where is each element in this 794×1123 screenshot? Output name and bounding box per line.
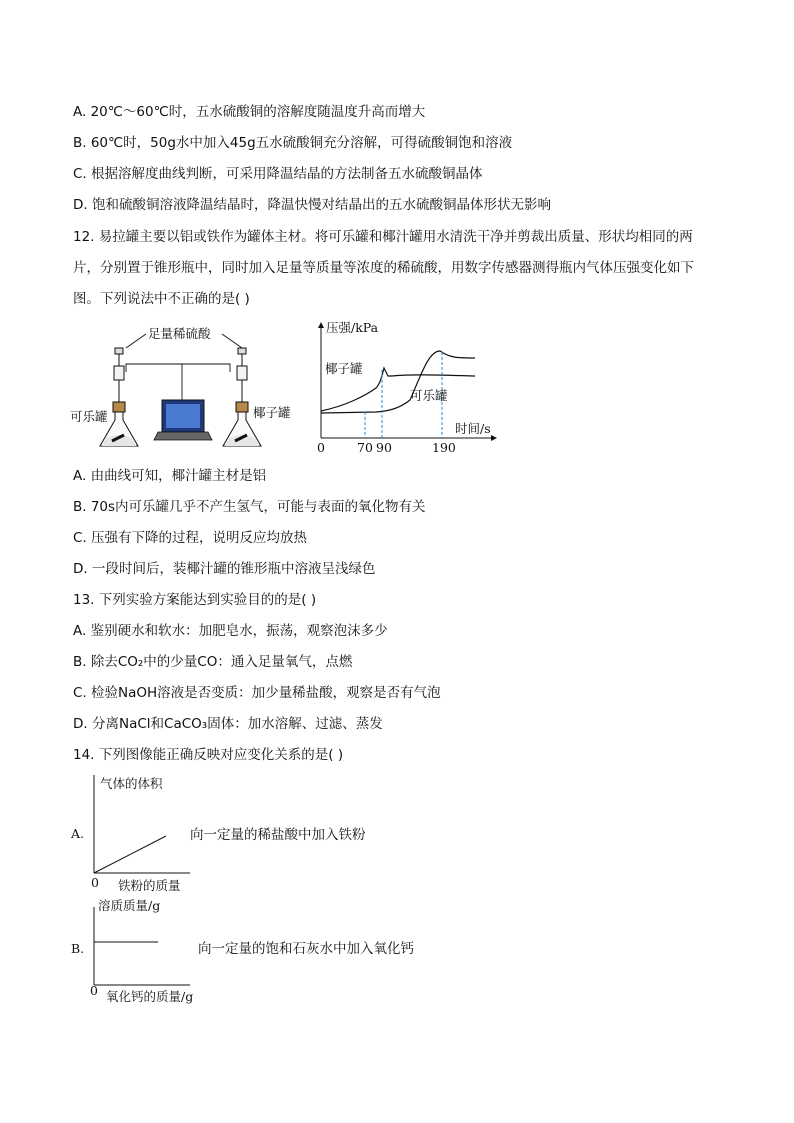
q12-option-b: B. 70s内可乐罐几乎不产生氢气，可能与表面的氧化物有关	[73, 499, 426, 515]
tick-90: 90	[376, 440, 392, 455]
left-dropping-funnel	[114, 348, 124, 402]
tick-70: 70	[357, 440, 373, 455]
q14-a-label: A.	[71, 826, 85, 841]
q12-stem-line2: 片，分别置于锥形瓶中，同时加入足量等质量等浓度的稀硫酸，用数字传感器测得瓶内气体压强变化如下	[73, 260, 694, 276]
q11-option-d: D. 饱和硫酸铜溶液降温结晶时，降温快慢对结晶出的五水硫酸铜晶体形状无影响	[73, 197, 551, 213]
curve-label-cola: 可乐罐	[410, 388, 448, 403]
q14-a-description: 向一定量的稀盐酸中加入铁粉	[190, 827, 366, 843]
right-flask-label: 椰子罐	[253, 405, 291, 420]
q13-option-a: A. 鉴别硬水和软水：加肥皂水，振荡，观察泡沫多少	[73, 623, 388, 639]
q14-a-line	[94, 836, 166, 873]
q14-b-xlabel: 氧化钙的质量/g	[106, 989, 194, 1004]
acid-label: 足量稀硫酸	[148, 326, 211, 341]
origin-label: 0	[317, 440, 325, 455]
laptop-icon	[154, 400, 212, 440]
right-dropping-funnel	[237, 348, 247, 402]
left-flask-label: 可乐罐	[70, 409, 108, 424]
x-axis-label: 时间/s	[455, 421, 491, 436]
q13-option-c: C. 检验NaOH溶液是否变质：加少量稀盐酸，观察是否有气泡	[73, 685, 441, 701]
q12-option-d: D. 一段时间后，装椰汁罐的锥形瓶中溶液呈浅绿色	[73, 561, 376, 577]
curve-label-coconut: 椰子罐	[325, 361, 363, 376]
q12-apparatus-figure	[70, 320, 300, 455]
q12-stem-line3: 图。下列说法中不正确的是( )	[73, 291, 250, 307]
q14-a-origin: 0	[91, 875, 99, 890]
q13-option-b: B. 除去CO₂中的少量CO：通入足量氧气，点燃	[73, 654, 353, 670]
q13-option-d: D. 分离NaCl和CaCO₃固体：加水溶解、过滤、蒸发	[73, 716, 383, 732]
tick-190: 190	[432, 440, 456, 455]
q11-option-a: A. 20℃～60℃时，五水硫酸铜的溶解度随温度升高而增大	[73, 104, 426, 120]
q14-b-ylabel: 溶质质量/g	[98, 898, 161, 913]
q14-b-description: 向一定量的饱和石灰水中加入氧化钙	[198, 941, 414, 957]
q14-b-label: B.	[71, 941, 85, 956]
q14-stem: 14. 下列图像能正确反映对应变化关系的是( )	[73, 747, 344, 763]
q13-stem: 13. 下列实验方案能达到实验目的的是( )	[73, 592, 317, 608]
q12-stem-line1: 12. 易拉罐主要以铝或铁作为罐体主材。将可乐罐和椰汁罐用水清洗干净并剪裁出质量、形状均相同的两	[73, 229, 693, 245]
q14-a-xlabel: 铁粉的质量	[118, 878, 181, 893]
q11-option-b: B. 60℃时，50g水中加入45g五水硫酸铜充分溶解，可得硫酸铜饱和溶液	[73, 135, 513, 151]
q11-option-c: C. 根据溶解度曲线判断，可采用降温结晶的方法制备五水硫酸铜晶体	[73, 166, 483, 182]
q12-option-a: A. 由曲线可知，椰汁罐主材是铝	[73, 468, 267, 484]
q14-b-origin: 0	[90, 983, 98, 998]
y-axis-label: 压强/kPa	[326, 320, 379, 335]
q12-pressure-graph	[300, 318, 510, 458]
q12-option-c: C. 压强有下降的过程，说明反应均放热	[73, 530, 308, 546]
q14-a-ylabel: 气体的体积	[100, 776, 163, 791]
